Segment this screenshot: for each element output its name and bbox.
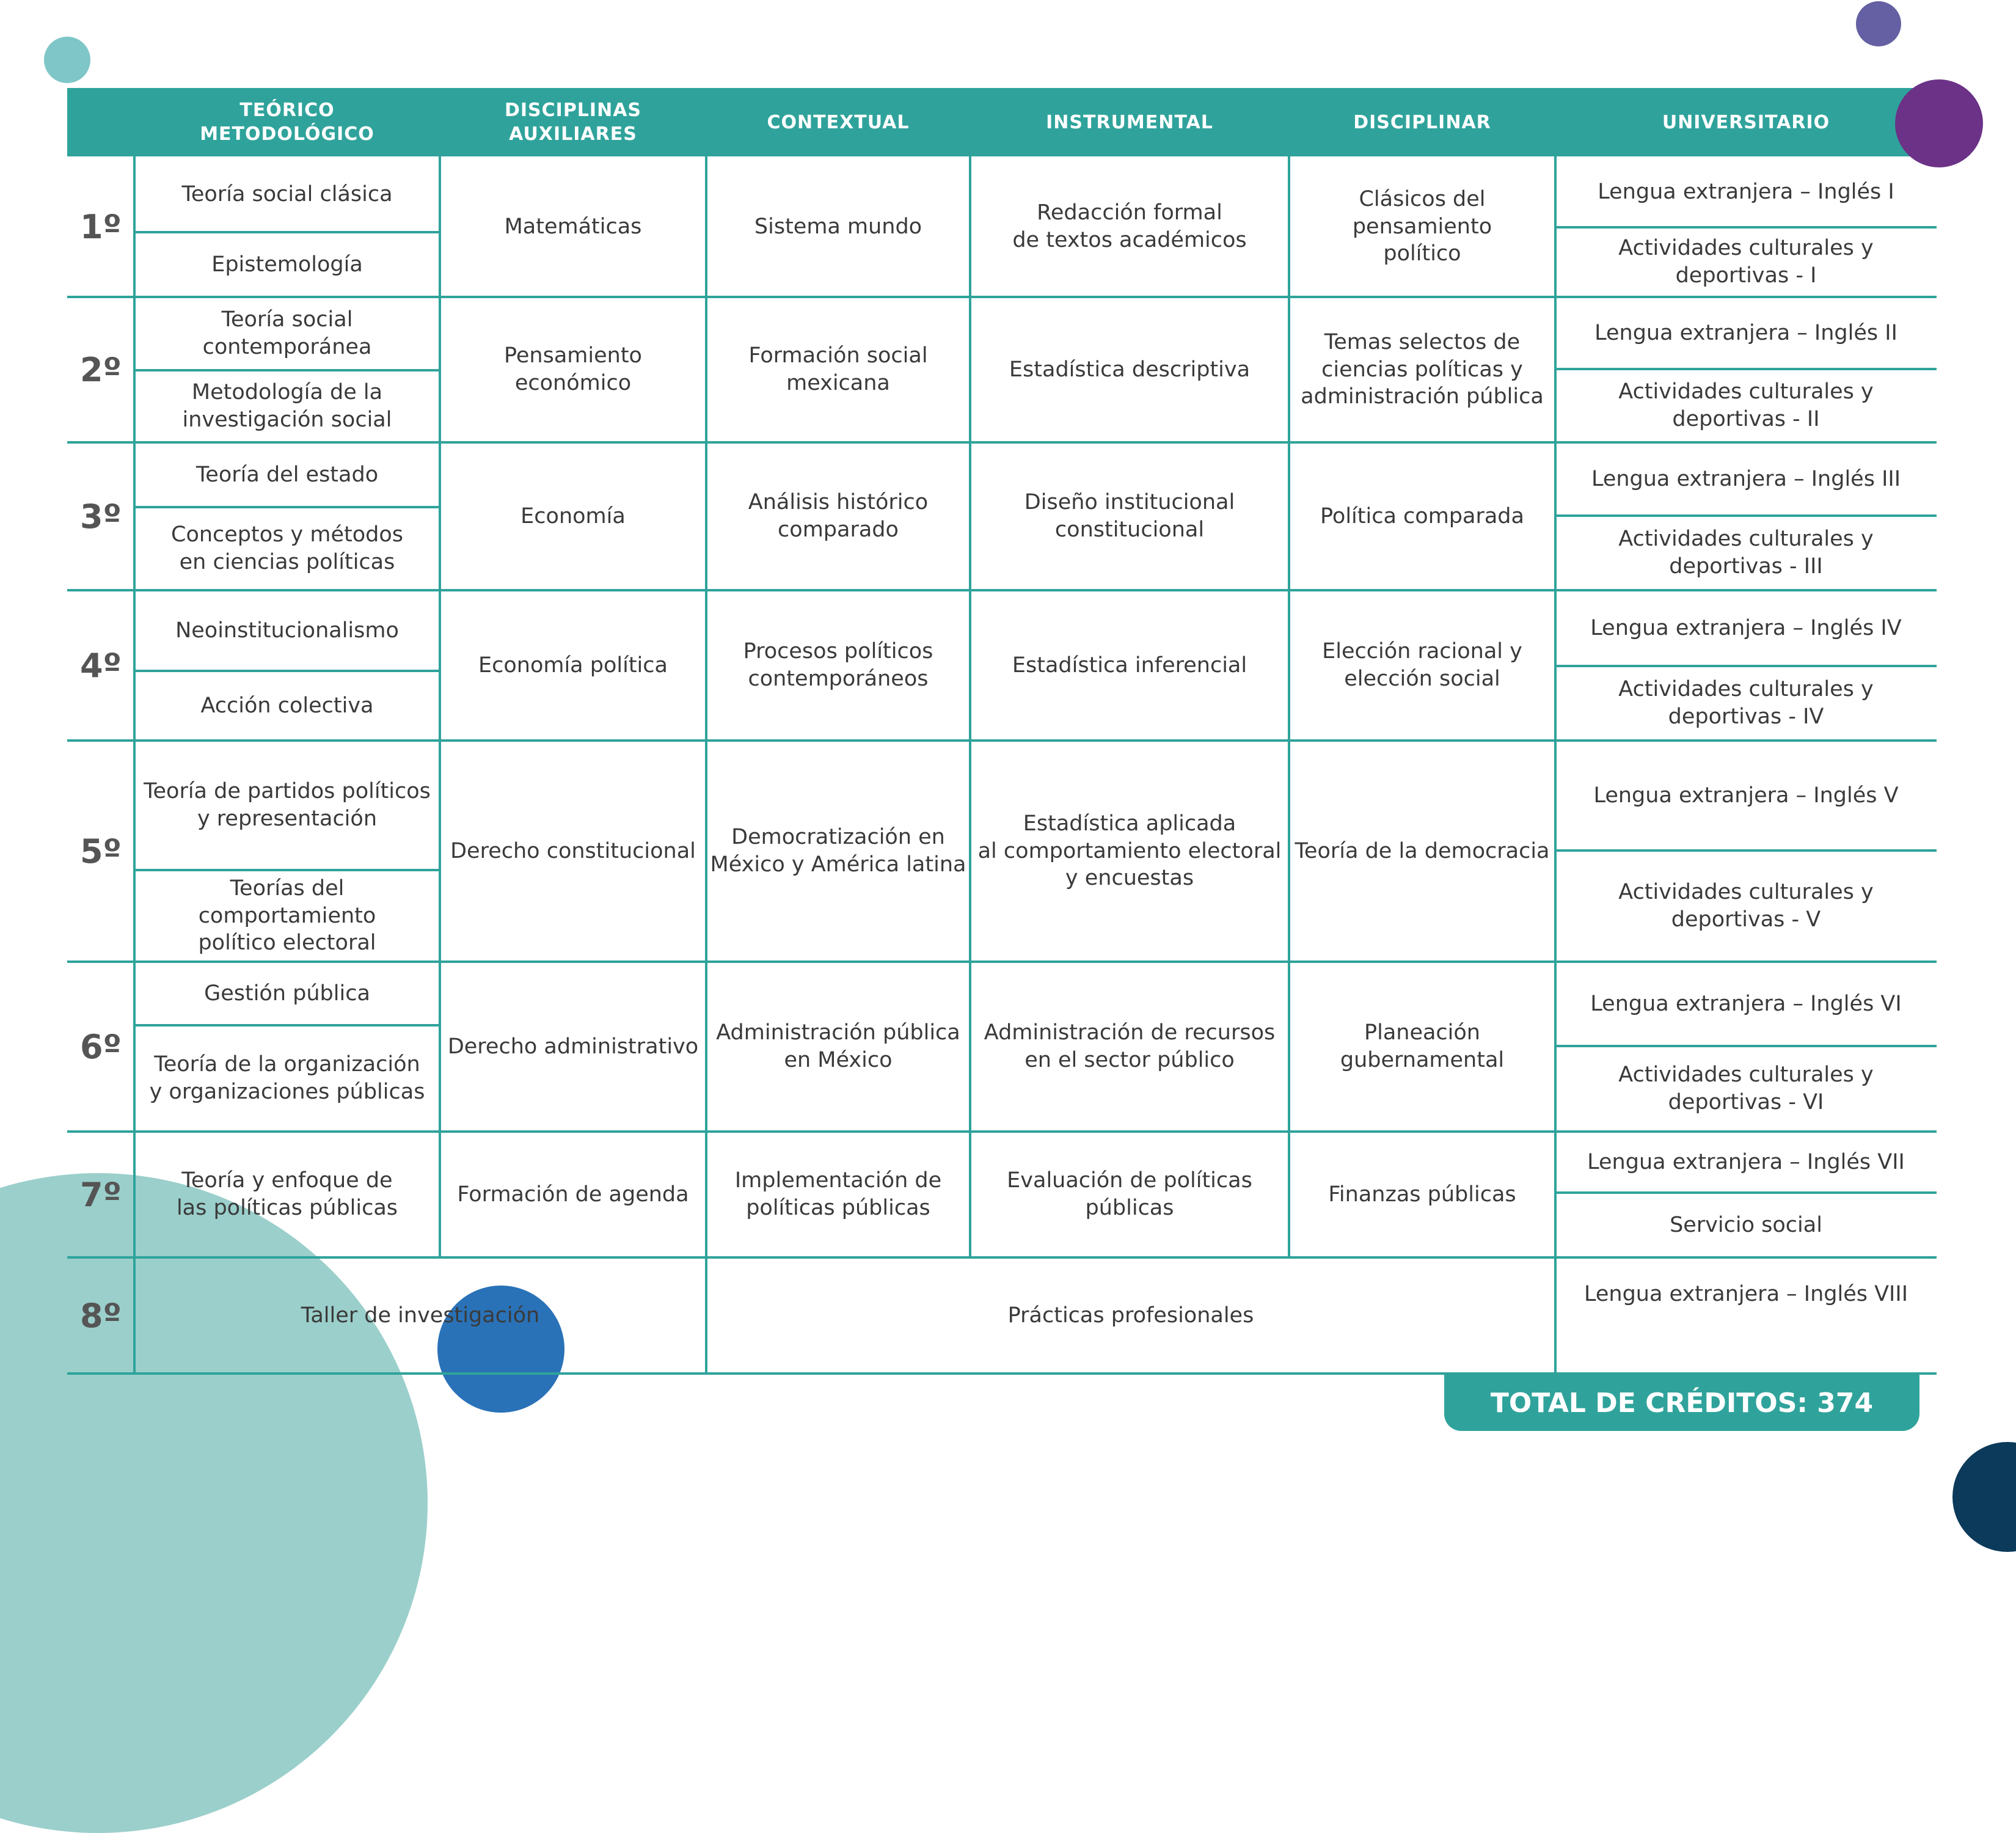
column-header-teorico: TEÓRICO METODOLÓGICO — [134, 88, 440, 156]
sub-divider — [1555, 514, 1937, 517]
course-cell-disciplinas: Derecho administrativo — [447, 1034, 699, 1059]
sub-divider — [1555, 226, 1937, 229]
course-cell-instrumental: Estadística aplicada al comportamiento electoral y encuestas — [977, 811, 1282, 891]
course-cell-universitario: Lengua extranjera – Inglés V — [1593, 783, 1899, 808]
semester-label: 8º — [79, 1296, 122, 1335]
course-cell-contextual: Procesos políticos contemporáneos — [743, 639, 933, 691]
course-cell-teorico: Teoría de partidos políticos y representación — [144, 779, 431, 831]
course-cell-contextual: Formación social mexicana — [748, 343, 928, 395]
course-cell-universitario: Lengua extranjera – Inglés IV — [1590, 615, 1902, 640]
column-divider — [705, 156, 707, 1374]
sub-divider — [134, 369, 440, 371]
course-cell-disciplinar: Política comparada — [1320, 503, 1524, 529]
course-cell-universitario: Lengua extranjera – Inglés VI — [1590, 991, 1902, 1016]
course-cell-disciplinas: Economía política — [478, 653, 668, 678]
course-cell-universitario: Actividades culturales y deportivas - VI — [1618, 1063, 1874, 1114]
course-cell-practicas: Prácticas profesionales — [1007, 1303, 1254, 1328]
course-cell-disciplinar: Clásicos del pensamiento político — [1352, 186, 1492, 266]
column-header-disciplinas: DISCIPLINAS AUXILIARES — [440, 88, 706, 156]
course-cell-universitario: Actividades culturales y deportivas - IV — [1618, 677, 1874, 729]
sub-divider — [1555, 368, 1937, 370]
decor-circle-purple — [1895, 79, 1983, 167]
course-cell-contextual: Democratización en México y América latina — [710, 825, 966, 877]
semester-label: 5º — [79, 832, 122, 871]
course-cell-disciplinar: Finanzas públicas — [1328, 1182, 1516, 1207]
sub-divider — [1555, 1045, 1937, 1047]
course-cell-teorico: Teoría de la organización y organizaciones públicas — [149, 1052, 425, 1104]
course-cell-universitario: Actividades culturales y deportivas - V — [1618, 880, 1874, 932]
course-cell-universitario: Lengua extranjera – Inglés I — [1598, 179, 1894, 204]
course-cell-teorico: Metodología de la investigación social — [182, 380, 392, 432]
course-cell-contextual: Análisis histórico comparado — [748, 490, 929, 542]
semester-label: 6º — [79, 1027, 122, 1066]
column-divider — [1554, 156, 1557, 1374]
course-cell-universitario: Lengua extranjera – Inglés VII — [1587, 1149, 1905, 1174]
column-header-instrumental: INSTRUMENTAL — [970, 88, 1289, 156]
curriculum-table — [67, 88, 1937, 1374]
course-cell-instrumental: Estadística descriptiva — [1009, 357, 1251, 382]
course-cell-contextual: Sistema mundo — [754, 214, 922, 239]
semester-label: 7º — [79, 1175, 122, 1214]
course-cell-instrumental: Administración de recursos en el sector público — [984, 1020, 1276, 1072]
course-cell-universitario: Actividades culturales y deportivas - III — [1618, 527, 1874, 579]
course-cell-disciplinar: Temas selectos de ciencias políticas y administración pública — [1301, 329, 1544, 409]
course-cell-disciplinas: Matemáticas — [504, 214, 642, 239]
semester-label: 3º — [79, 497, 122, 536]
course-cell-teorico: Teoría y enfoque de las políticas públicas — [176, 1168, 398, 1220]
course-cell-teorico: Teoría social contemporánea — [202, 307, 372, 359]
course-cell-universitario: Actividades culturales y deportivas - II — [1618, 379, 1874, 431]
course-cell-instrumental: Evaluación de políticas públicas — [1007, 1168, 1252, 1220]
course-cell-universitario: Lengua extranjera – Inglés II — [1594, 320, 1897, 345]
column-header-disciplinar: DISCIPLINAR — [1289, 88, 1555, 156]
semester-label: 2º — [79, 350, 122, 389]
course-cell-teorico: Gestión pública — [204, 981, 370, 1006]
column-divider — [969, 156, 971, 1257]
sub-divider — [134, 231, 440, 233]
column-divider — [1288, 156, 1290, 1257]
course-cell-instrumental: Redacción formal de textos académicos — [1012, 200, 1247, 252]
course-cell-universitario: Lengua extranjera – Inglés VIII — [1583, 1281, 1908, 1306]
sub-divider — [1555, 849, 1937, 852]
sub-divider — [1555, 665, 1937, 667]
total-credits-badge: TOTAL DE CRÉDITOS: 374 — [1444, 1375, 1919, 1431]
sub-divider — [134, 506, 440, 508]
course-cell-teorico: Epistemología — [211, 252, 363, 277]
course-cell-disciplinas: Economía — [520, 503, 626, 529]
course-cell-disciplinas: Derecho constitucional — [450, 838, 696, 863]
course-cell-instrumental: Estadística inferencial — [1012, 653, 1247, 678]
decor-circle-small-teal — [44, 37, 90, 83]
course-cell-disciplinar: Elección racional y elección social — [1322, 639, 1522, 691]
semester-label: 1º — [79, 207, 122, 246]
decor-circle-violet — [1856, 1, 1901, 46]
column-header-universitario: UNIVERSITARIO — [1555, 88, 1937, 156]
course-cell-teorico: Teorías del comportamiento político electoral — [198, 876, 376, 956]
course-cell-teorico: Conceptos y métodos en ciencias políticas — [171, 522, 403, 574]
sub-divider — [134, 670, 440, 672]
course-cell-contextual: Administración pública en México — [716, 1020, 960, 1072]
course-cell-teorico: Neoinstitucionalismo — [175, 618, 399, 643]
course-cell-universitario: Lengua extranjera – Inglés III — [1591, 466, 1901, 491]
course-cell-contextual: Implementación de políticas públicas — [734, 1168, 942, 1220]
course-cell-disciplinas: Pensamiento económico — [504, 343, 642, 395]
course-cell-taller: Taller de investigación — [301, 1303, 540, 1328]
course-cell-teorico: Teoría del estado — [195, 462, 379, 487]
semester-label: 4º — [79, 646, 122, 685]
column-divider — [439, 156, 441, 1257]
column-divider — [133, 156, 136, 1374]
course-cell-teorico: Teoría social clásica — [181, 181, 393, 207]
decor-circle-navy — [1952, 1442, 2016, 1552]
course-cell-teorico: Acción colectiva — [200, 693, 374, 718]
sub-divider — [1555, 1191, 1937, 1194]
sub-divider — [134, 869, 440, 871]
course-cell-universitario: Servicio social — [1670, 1212, 1822, 1237]
course-cell-universitario: Actividades culturales y deportivas - I — [1618, 236, 1874, 288]
course-cell-instrumental: Diseño institucional constitucional — [1024, 490, 1235, 542]
course-cell-disciplinar: Teoría de la democracia — [1295, 838, 1550, 863]
course-cell-disciplinar: Planeación gubernamental — [1340, 1020, 1505, 1072]
column-header-contextual: CONTEXTUAL — [706, 88, 970, 156]
course-cell-disciplinas: Formación de agenda — [457, 1182, 689, 1207]
sub-divider — [134, 1024, 440, 1026]
